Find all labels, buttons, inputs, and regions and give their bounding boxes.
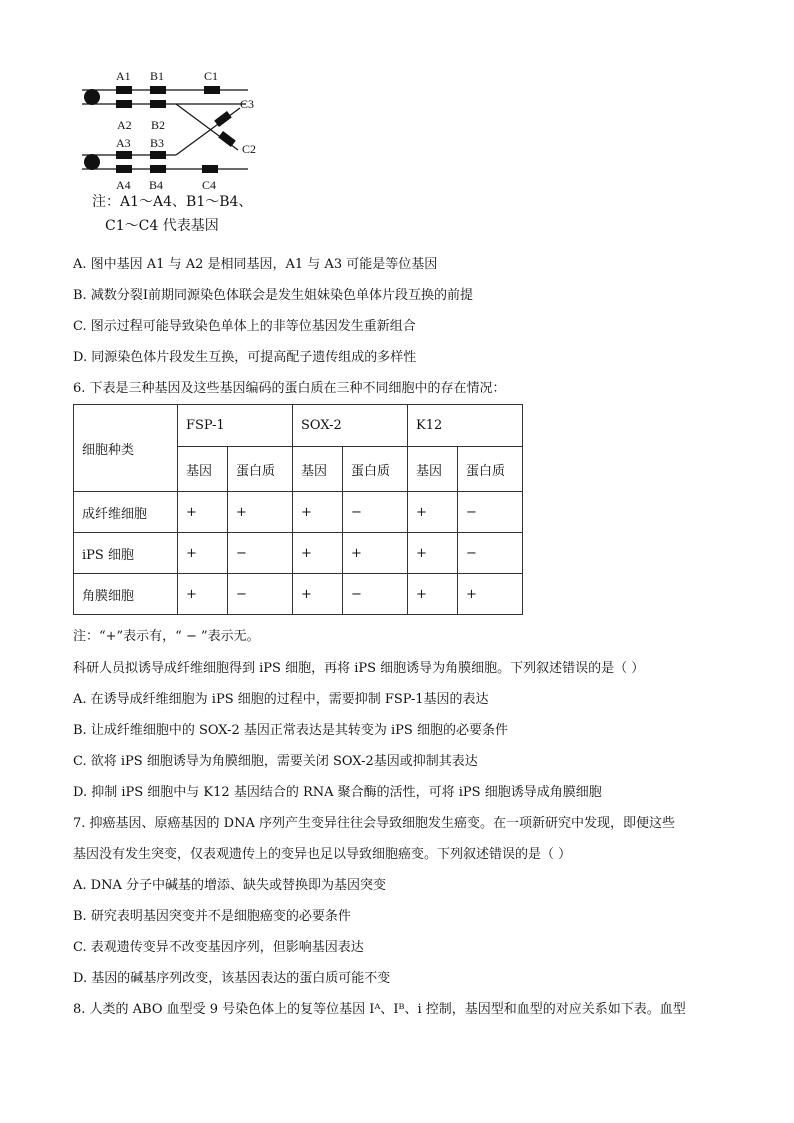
label-b1: B1 — [150, 69, 165, 83]
gene-c1 — [204, 86, 220, 94]
q6-table-note: 注：“+”表示有，“ − ”表示无。 — [73, 629, 260, 644]
label-b2: B2 — [151, 118, 166, 132]
label-c2: C2 — [242, 142, 257, 156]
gene-c2 — [218, 131, 236, 147]
row-cell-name: 角膜细胞 — [74, 574, 178, 615]
label-b4: B4 — [149, 178, 164, 192]
q7-stem-line1: 7. 抑癌基因、原癌基因的 DNA 序列产生变异往往会导致细胞发生癌变。在一项新研究中发现，即便这些 — [73, 816, 675, 831]
subheader-protein: 蛋白质 — [458, 447, 523, 492]
subheader-gene: 基因 — [293, 447, 343, 492]
table-cell: − — [458, 533, 523, 574]
gene-c4 — [202, 165, 218, 173]
subheader-gene: 基因 — [408, 447, 458, 492]
table-cell: + — [293, 574, 343, 615]
gene-a2 — [116, 100, 132, 108]
label-b3: B3 — [150, 136, 165, 150]
q7-option-b: B. 研究表明基因突变并不是细胞癌变的必要条件 — [73, 909, 351, 924]
q6-option-b: B. 让成纤维细胞中的 SOX-2 基因正常表达是其转变为 iPS 细胞的必要条件 — [73, 723, 508, 738]
q6-question: 科研人员拟诱导成纤维细胞得到 iPS 细胞，再将 iPS 细胞诱导为角膜细胞。下列叙述错误的是（ ） — [73, 661, 645, 676]
table-cell: + — [178, 492, 228, 533]
figure-note-line2: C1～C4 代表基因 — [105, 218, 219, 234]
header-gene-sox2: SOX-2 — [293, 405, 408, 447]
table-cell: + — [228, 492, 293, 533]
q7-stem-line2: 基因没有发生突变，仅表观遗传上的变异也足以导致细胞癌变。下列叙述错误的是（ ） — [73, 847, 572, 862]
q5-option-b: B. 减数分裂Ⅰ前期同源染色体联会是发生姐妹染色单体片段互换的前提 — [73, 288, 473, 303]
table-cell: − — [458, 492, 523, 533]
table-row — [74, 533, 523, 574]
row-cell-name: iPS 细胞 — [74, 533, 178, 574]
header-gene-k12: K12 — [408, 405, 523, 447]
table-row — [74, 574, 523, 615]
table-cell: − — [343, 574, 408, 615]
table-cell: − — [228, 533, 293, 574]
subheader-gene: 基因 — [178, 447, 228, 492]
q6-option-d: D. 抑制 iPS 细胞中与 K12 基因结合的 RNA 聚合酶的活性，可将 iPS 细胞诱导成角膜细胞 — [73, 785, 602, 800]
crossover-diagram — [78, 62, 278, 242]
label-a4: A4 — [116, 178, 131, 192]
subheader-protein: 蛋白质 — [343, 447, 408, 492]
label-c3: C3 — [240, 97, 255, 111]
label-c1: C1 — [204, 69, 219, 83]
table-cell: + — [408, 574, 458, 615]
q8-stem: 8. 人类的 ABO 血型受 9 号染色体上的复等位基因 Iᴬ、Iᴮ、i 控制，基因型和血型的对应关系如下表。血型 — [73, 1002, 686, 1017]
gene-b2 — [150, 100, 166, 108]
label-a2: A2 — [117, 118, 132, 132]
table-cell: + — [408, 533, 458, 574]
table-cell: + — [178, 574, 228, 615]
table-cell: + — [178, 533, 228, 574]
q7-option-d: D. 基因的碱基序列改变，该基因表达的蛋白质可能不变 — [73, 971, 391, 986]
q5-option-d: D. 同源染色体片段发生互换，可提高配子遗传组成的多样性 — [73, 350, 417, 365]
q6-option-a: A. 在诱导成纤维细胞为 iPS 细胞的过程中，需要抑制 FSP-1基因的表达 — [73, 692, 489, 707]
gene-b4 — [150, 165, 166, 173]
q7-option-c: C. 表观遗传变异不改变基因序列，但影响基因表达 — [73, 940, 364, 955]
q6-stem: 6. 下表是三种基因及这些基因编码的蛋白质在三种不同细胞中的存在情况： — [73, 381, 506, 396]
gene-b3 — [150, 151, 166, 159]
table-cell: + — [408, 492, 458, 533]
table-cell: + — [458, 574, 523, 615]
table-cell: + — [293, 492, 343, 533]
gene-a3 — [116, 151, 132, 159]
q7-option-a: A. DNA 分子中碱基的增添、缺失或替换即为基因突变 — [73, 878, 386, 893]
table-cell: + — [293, 533, 343, 574]
gene-expression-table — [73, 404, 523, 615]
subheader-protein: 蛋白质 — [228, 447, 293, 492]
figure-note-line1: 注：A1～A4、B1～B4、 — [92, 194, 253, 210]
row-cell-name: 成纤维细胞 — [74, 492, 178, 533]
header-cell-type: 细胞种类 — [74, 405, 178, 492]
header-gene-fsp1: FSP-1 — [178, 405, 293, 447]
centromere-lower — [84, 154, 100, 170]
table-row — [74, 492, 523, 533]
table-cell: − — [343, 492, 408, 533]
gene-a4 — [116, 165, 132, 173]
centromere-upper — [84, 89, 100, 105]
q5-option-a: A. 图中基因 A1 与 A2 是相同基因，A1 与 A3 可能是等位基因 — [73, 257, 438, 272]
label-a1: A1 — [116, 69, 131, 83]
table-header-row — [74, 405, 523, 447]
label-a3: A3 — [116, 136, 131, 150]
label-c4: C4 — [202, 178, 217, 192]
q5-option-c: C. 图示过程可能导致染色单体上的非等位基因发生重新组合 — [73, 319, 416, 334]
gene-b1 — [150, 86, 166, 94]
gene-a1 — [116, 86, 132, 94]
q6-option-c: C. 欲将 iPS 细胞诱导为角膜细胞，需要关闭 SOX-2基因或抑制其表达 — [73, 754, 478, 769]
table-cell: − — [228, 574, 293, 615]
table-cell: + — [343, 533, 408, 574]
